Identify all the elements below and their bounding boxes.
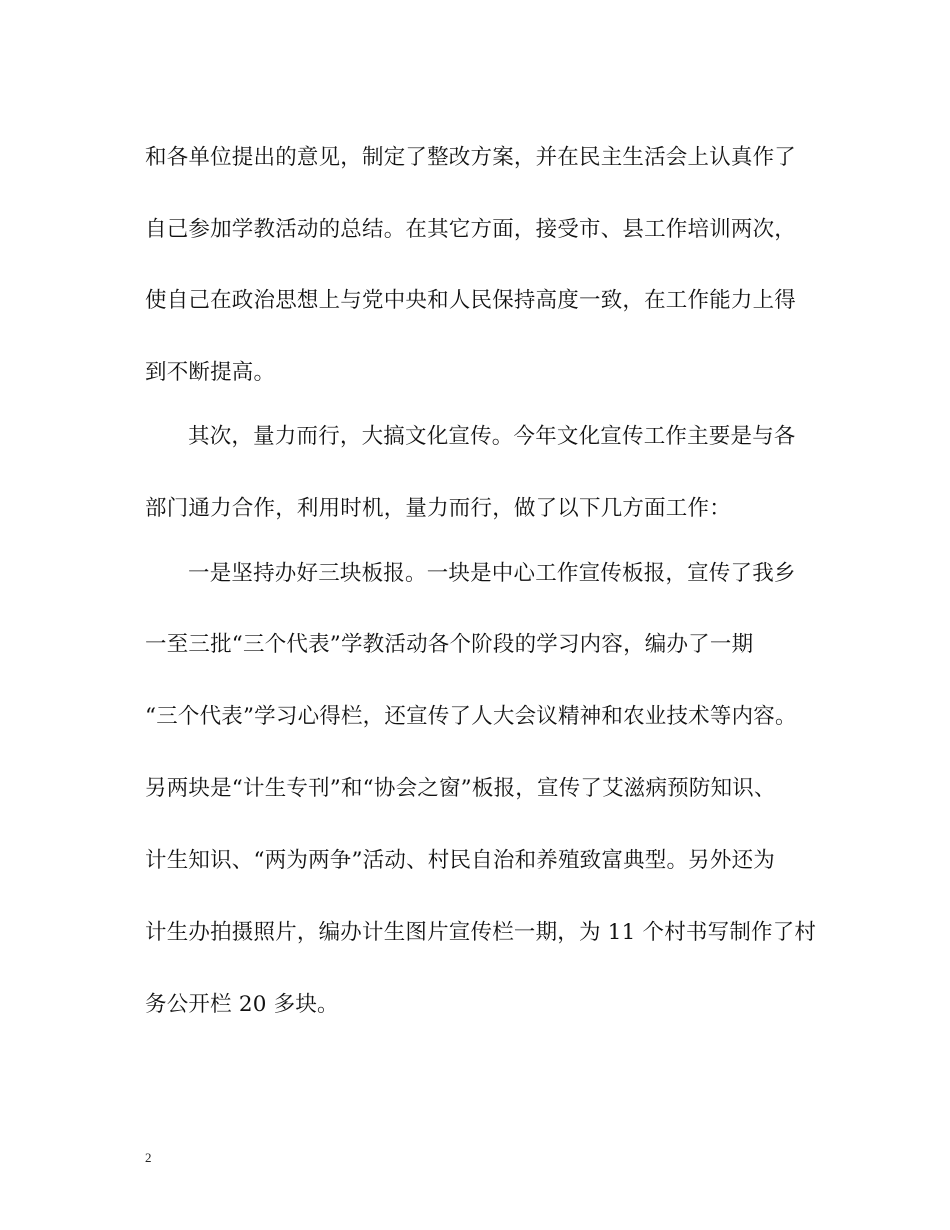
- text-line-3: 使自己在政治思想上与党中央和人民保持高度一致，在工作能力上得: [145, 288, 797, 313]
- text-line-1: 和各单位提出的意见，制定了整改方案，并在民主生活会上认真作了: [145, 145, 797, 170]
- text-line-11: 计生知识、“两为两争”活动、村民自治和养殖致富典型。另外还为: [145, 848, 775, 873]
- text-line-6: 部门通力合作，利用时机，量力而行，做了以下几方面工作：: [145, 496, 731, 521]
- text-line-10: 另两块是“计生专刊”和“协会之窗”板报，宣传了艾滋病预防知识、: [145, 776, 776, 801]
- text-line-4: 到不断提高。: [145, 360, 276, 385]
- page-number: 2: [145, 1150, 152, 1165]
- text-line-12: 计生办拍摄照片，编办计生图片宣传栏一期，为 11 个村书写制作了村: [145, 920, 817, 945]
- paragraph-start-line-5: 其次，量力而行，大搞文化宣传。今年文化宣传工作主要是与各: [188, 424, 796, 449]
- text-line-13: 务公开栏 20 多块。: [145, 992, 339, 1017]
- paragraph-start-line-7: 一是坚持办好三块板报。一块是中心工作宣传板报，宣传了我乡: [188, 561, 796, 586]
- text-line-9: “三个代表”学习心得栏，还宣传了人大会议精神和农业技术等内容。: [145, 704, 797, 729]
- text-line-2: 自己参加学教活动的总结。在其它方面，接受市、县工作培训两次，: [145, 217, 797, 242]
- text-line-8: 一至三批“三个代表”学教活动各个阶段的学习内容，编办了一期: [145, 632, 754, 657]
